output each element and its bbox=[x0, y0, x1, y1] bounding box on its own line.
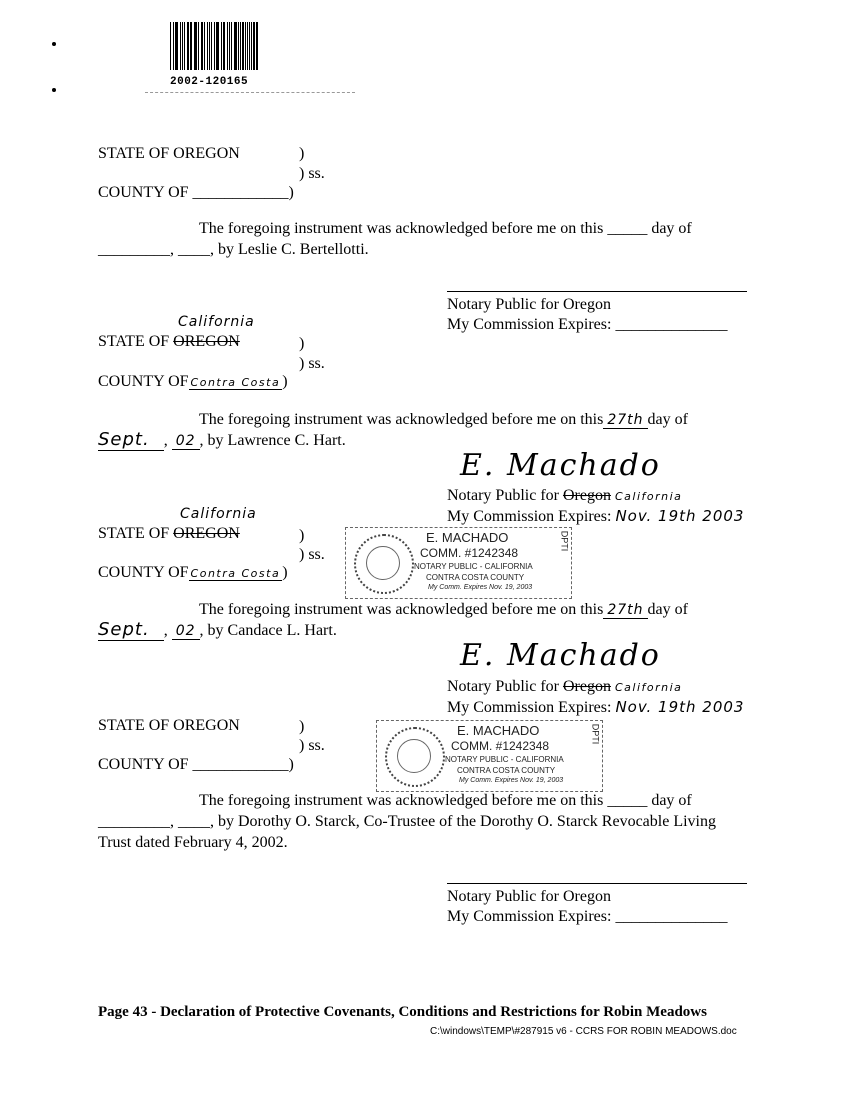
ack-prefix: The foregoing instrument was acknowledged before me on this bbox=[199, 601, 604, 618]
handwritten-state: California bbox=[614, 681, 683, 694]
barcode-bar bbox=[229, 22, 230, 70]
paren: ) bbox=[299, 527, 305, 544]
paren: ) bbox=[282, 373, 288, 390]
barcode-bar bbox=[223, 22, 224, 70]
stamp-title: NOTARY PUBLIC - CALIFORNIA bbox=[414, 562, 533, 571]
barcode-bar bbox=[224, 22, 225, 70]
ack-text: Sept. , 02 , by Candace L. Hart. bbox=[98, 619, 337, 640]
county-prefix: COUNTY OF bbox=[98, 373, 189, 390]
barcode-bar bbox=[198, 22, 199, 70]
handwritten-state: California bbox=[180, 506, 257, 522]
state-line: STATE OF OREGON bbox=[98, 717, 240, 734]
barcode-bar bbox=[238, 22, 239, 70]
commission-line bbox=[447, 507, 744, 526]
struck-state: OREGON bbox=[173, 333, 240, 350]
stamp-name: E. MACHADO bbox=[457, 723, 540, 738]
barcode-bar bbox=[211, 22, 212, 70]
barcode-bar bbox=[256, 22, 257, 70]
stamp-county: CONTRA COSTA COUNTY bbox=[457, 766, 556, 775]
notary-stamp bbox=[376, 720, 603, 792]
divider bbox=[145, 92, 355, 93]
ack-text bbox=[199, 411, 688, 429]
handwritten-month: Sept. bbox=[98, 619, 164, 641]
notary-prefix: Notary Public for bbox=[447, 678, 563, 695]
handwritten-month: Sept. bbox=[98, 429, 164, 451]
county-line: COUNTY OF ____________) bbox=[98, 184, 294, 201]
notary-line bbox=[447, 487, 682, 506]
stamp-name: E. MACHADO bbox=[426, 530, 509, 545]
county-line: COUNTY OF ____________) bbox=[98, 756, 294, 773]
barcode-bar bbox=[184, 22, 185, 70]
barcode-bar bbox=[176, 22, 177, 70]
notary-seal-icon bbox=[354, 534, 414, 594]
handwritten-year: 02 bbox=[172, 623, 200, 640]
state-prefix: STATE OF bbox=[98, 525, 174, 542]
notary-prefix: Notary Public for bbox=[447, 487, 563, 504]
ack-name: , by Candace L. Hart. bbox=[199, 622, 337, 639]
ack-text: _________, ____, by Leslie C. Bertellotti. bbox=[98, 241, 369, 258]
paren: ) bbox=[299, 335, 305, 352]
barcode-bar bbox=[175, 22, 176, 70]
handwritten-expiry: Nov. 19th 2003 bbox=[615, 698, 745, 716]
commission-prefix: My Commission Expires: bbox=[447, 508, 612, 525]
ack-suffix: day of bbox=[647, 411, 688, 428]
notary-line bbox=[447, 678, 682, 697]
barcode-bar bbox=[214, 22, 215, 70]
ss-label: ) ss. bbox=[299, 737, 325, 754]
ss-label: ) ss. bbox=[299, 546, 325, 563]
stamp-title: NOTARY PUBLIC - CALIFORNIA bbox=[445, 755, 564, 764]
barcode-bar bbox=[187, 22, 188, 70]
barcode-bar bbox=[249, 22, 250, 70]
handwritten-expiry: Nov. 19th 2003 bbox=[615, 507, 745, 525]
barcode-bar bbox=[173, 22, 174, 70]
notary-stamp bbox=[345, 527, 572, 599]
barcode-bar bbox=[209, 22, 210, 70]
ack-text: _________, ____, by Dorothy O. Starck, Co-Trustee of the Dorothy O. Starck Revocable Living bbox=[98, 813, 716, 830]
barcode-bar bbox=[217, 22, 219, 70]
barcode-bar bbox=[234, 22, 235, 70]
handwritten-county: Contra Costa bbox=[190, 376, 281, 389]
state-line bbox=[98, 333, 240, 351]
struck-state: Oregon bbox=[562, 487, 611, 504]
commission-prefix: My Commission Expires: bbox=[447, 699, 612, 716]
handwritten-year: 02 bbox=[172, 433, 200, 450]
barcode-bar bbox=[245, 22, 246, 70]
barcode-bar bbox=[195, 22, 197, 70]
county-line bbox=[98, 373, 288, 392]
commission-line: My Commission Expires: ______________ bbox=[447, 908, 728, 925]
barcode-bar bbox=[227, 22, 228, 70]
barcode-bar bbox=[257, 22, 258, 70]
state-line: STATE OF OREGON bbox=[98, 145, 240, 162]
barcode-bar bbox=[202, 22, 203, 70]
barcode-bar bbox=[251, 22, 252, 70]
barcode-bar bbox=[190, 22, 191, 70]
ss-label: ) ss. bbox=[299, 165, 325, 182]
barcode-bar bbox=[221, 22, 222, 70]
commission-line bbox=[447, 698, 744, 717]
ack-text: Trust dated February 4, 2002. bbox=[98, 834, 288, 851]
paren: ) bbox=[282, 564, 288, 581]
notary-line: Notary Public for Oregon bbox=[447, 888, 611, 905]
barcode-bar bbox=[240, 22, 241, 70]
barcode-bar bbox=[188, 22, 189, 70]
barcode-bar bbox=[170, 22, 171, 70]
state-line bbox=[98, 525, 240, 543]
stamp-comm: COMM. #1242348 bbox=[451, 739, 550, 753]
barcode-bar bbox=[235, 22, 236, 70]
ack-name: , by Lawrence C. Hart. bbox=[199, 432, 346, 449]
struck-state: OREGON bbox=[173, 525, 240, 542]
stamp-expires: My Comm. Expires Nov. 19, 2003 bbox=[459, 777, 564, 784]
commission-line: My Commission Expires: ______________ bbox=[447, 316, 728, 333]
file-path: C:\windows\TEMP\#287915 v6 - CCRS FOR ROBIN MEADOWS.doc bbox=[430, 1026, 737, 1037]
ack-text: The foregoing instrument was acknowledged before me on this _____ day of bbox=[199, 792, 692, 809]
paren: ) bbox=[299, 145, 305, 162]
margin-dot bbox=[52, 88, 56, 92]
margin-dot bbox=[52, 42, 56, 46]
barcode-bar bbox=[231, 22, 232, 70]
ack-text: The foregoing instrument was acknowledged before me on this _____ day of bbox=[199, 220, 692, 237]
handwritten-county: Contra Costa bbox=[190, 567, 281, 580]
signature: E. Machado bbox=[460, 638, 661, 673]
barcode-bar bbox=[182, 22, 183, 70]
struck-state: Oregon bbox=[562, 678, 611, 695]
stamp-side: DPTI bbox=[590, 723, 601, 745]
barcode-bar bbox=[247, 22, 248, 70]
barcode-bar bbox=[180, 22, 182, 70]
notary-seal-icon bbox=[385, 727, 445, 787]
signature-line bbox=[447, 883, 747, 884]
barcode-bar bbox=[242, 22, 244, 70]
notary-line: Notary Public for Oregon bbox=[447, 296, 611, 313]
stamp-county: CONTRA COSTA COUNTY bbox=[426, 573, 525, 582]
signature: E. Machado bbox=[460, 448, 661, 483]
handwritten-state: California bbox=[178, 314, 255, 330]
barcode-bar bbox=[216, 22, 217, 70]
county-line bbox=[98, 564, 288, 583]
barcode-bar bbox=[194, 22, 195, 70]
ack-text bbox=[199, 601, 688, 619]
ss-label: ) ss. bbox=[299, 355, 325, 372]
paren: ) bbox=[299, 718, 305, 735]
county-prefix: COUNTY OF bbox=[98, 564, 189, 581]
signature-line bbox=[447, 291, 747, 292]
stamp-expires: My Comm. Expires Nov. 19, 2003 bbox=[428, 584, 533, 591]
ack-prefix: The foregoing instrument was acknowledged before me on this bbox=[199, 411, 604, 428]
barcode-bar bbox=[201, 22, 202, 70]
barcode-bar bbox=[207, 22, 208, 70]
barcode bbox=[170, 22, 260, 72]
handwritten-day: 27th bbox=[603, 602, 647, 619]
barcode-number: 2002-120165 bbox=[170, 76, 249, 88]
stamp-comm: COMM. #1242348 bbox=[420, 546, 519, 560]
handwritten-state: California bbox=[614, 490, 683, 503]
ack-suffix: day of bbox=[647, 601, 688, 618]
ack-text: Sept. , 02 , by Lawrence C. Hart. bbox=[98, 429, 346, 450]
handwritten-day: 27th bbox=[603, 412, 647, 429]
stamp-side: DPTI bbox=[559, 530, 570, 552]
state-prefix: STATE OF bbox=[98, 333, 174, 350]
barcode-bar bbox=[253, 22, 254, 70]
footer-title: Page 43 - Declaration of Protective Covenants, Conditions and Restrictions for Robin Meadows bbox=[98, 1004, 707, 1020]
barcode-bar bbox=[204, 22, 205, 70]
